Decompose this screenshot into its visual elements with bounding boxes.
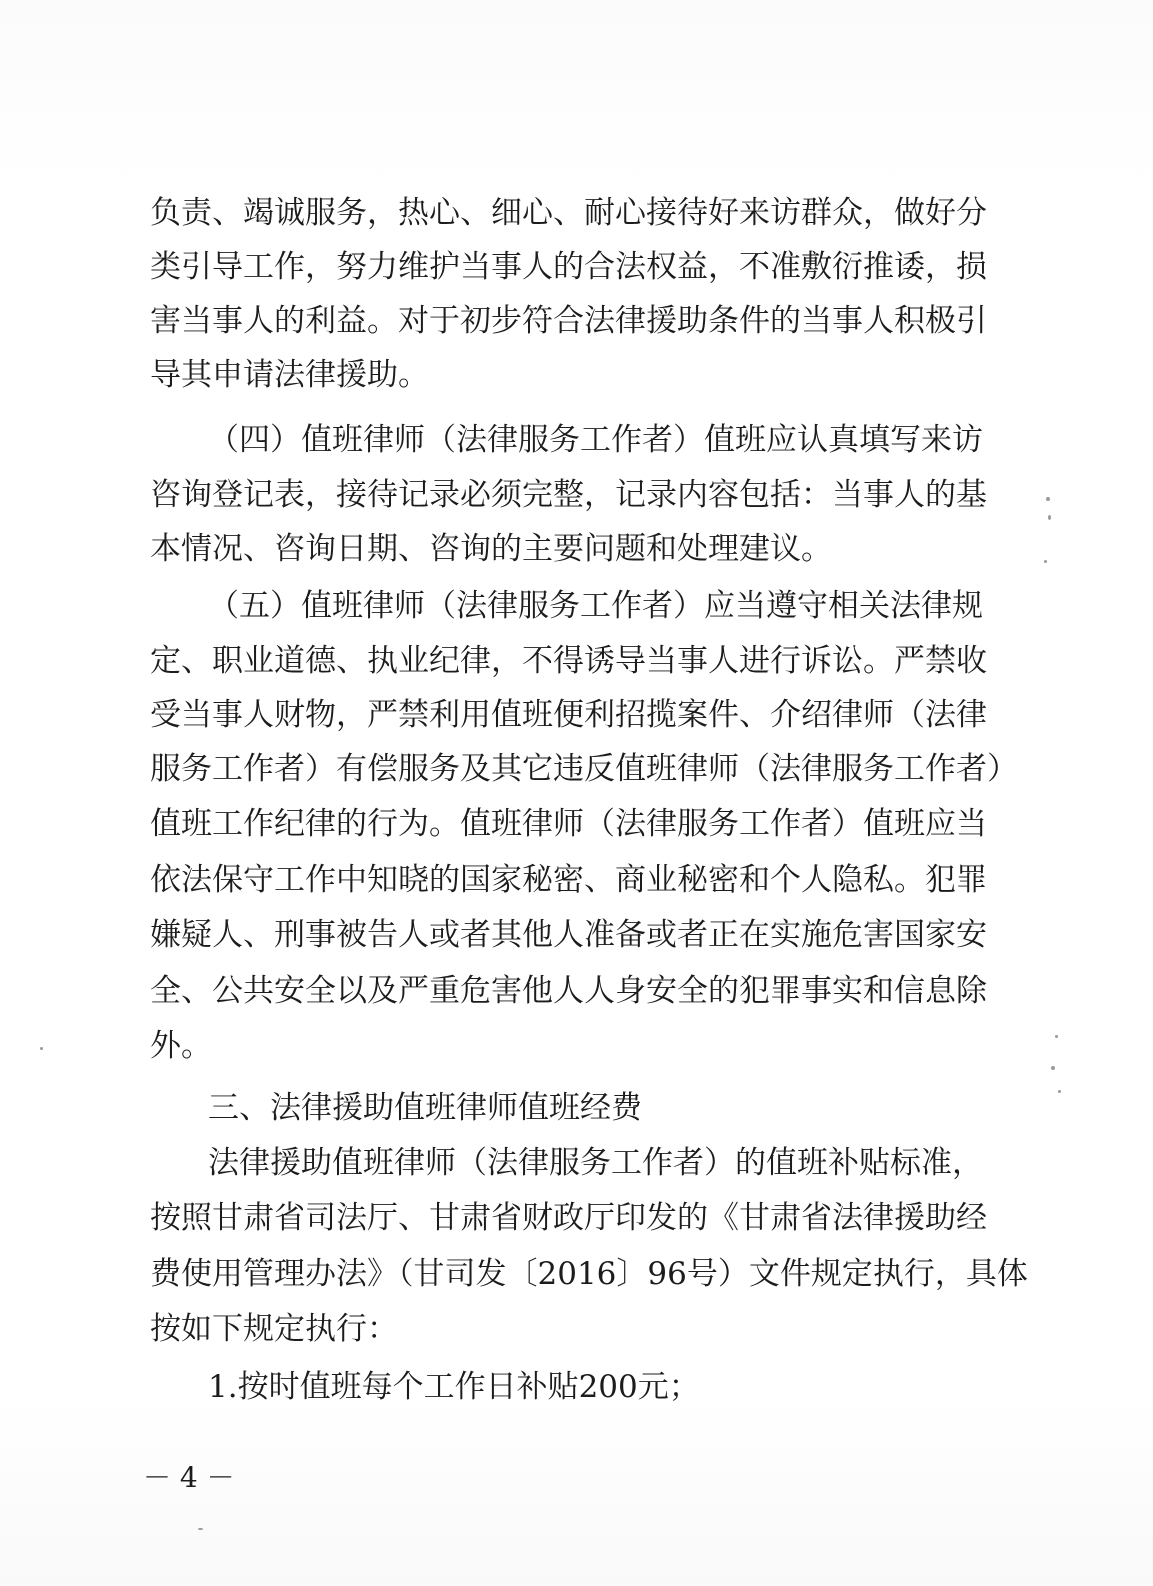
paragraph-line: 全、公共安全以及严重危害他人人身安全的犯罪事实和信息除	[150, 973, 987, 1009]
paragraph-line: 服务工作者）有偿服务及其它违反值班律师（法律服务工作者）	[150, 751, 1018, 787]
scan-speck	[198, 1528, 203, 1530]
paragraph-line: （五）值班律师（法律服务工作者）应当遵守相关法律规	[208, 588, 983, 624]
paragraph-line: 导其申请法律援助。	[150, 357, 429, 393]
list-item: 1.按时值班每个工作日补贴200元；	[208, 1369, 700, 1405]
paragraph-line: 受当事人财物，严禁利用值班便利招揽案件、介绍律师（法律	[150, 697, 987, 733]
paragraph-line: 定、职业道德、执业纪律，不得诱导当事人进行诉讼。严禁收	[150, 643, 987, 679]
paragraph-line: 负责、竭诚服务，热心、细心、耐心接待好来访群众，做好分	[150, 195, 987, 231]
paragraph-line: 类引导工作，努力维护当事人的合法权益，不准敷衍推诿，损	[150, 249, 987, 285]
section-heading: 三、法律援助值班律师值班经费	[208, 1090, 642, 1126]
scan-speck	[1048, 515, 1051, 520]
paragraph-line: 法律援助值班律师（法律服务工作者）的值班补贴标准，	[208, 1145, 983, 1181]
paragraph-line: 害当事人的利益。对于初步符合法律援助条件的当事人积极引	[150, 303, 987, 339]
paragraph-line: 依法保守工作中知晓的国家秘密、商业秘密和个人隐私。犯罪	[150, 862, 987, 898]
paragraph-line: 本情况、咨询日期、咨询的主要问题和处理建议。	[150, 531, 832, 567]
paragraph-line: 咨询登记表，接待记录必须完整，记录内容包括：当事人的基	[150, 477, 987, 513]
scan-speck	[1046, 497, 1050, 501]
scan-speck	[1055, 1035, 1058, 1038]
scan-speck	[1044, 560, 1047, 563]
paragraph-line: 外。	[150, 1028, 212, 1064]
paragraph-line: 按照甘肃省司法厅、甘肃省财政厅印发的《甘肃省法律援助经	[150, 1200, 987, 1236]
paragraph-line: 值班工作纪律的行为。值班律师（法律服务工作者）值班应当	[150, 806, 987, 842]
scan-speck	[1051, 1066, 1055, 1070]
page-number: － 4 －	[143, 1461, 235, 1494]
scan-speck	[40, 1047, 43, 1050]
paragraph-line: 按如下规定执行：	[150, 1311, 398, 1347]
paragraph-line: 费使用管理办法》（甘司发〔2016〕96号）文件规定执行，具体	[150, 1256, 1028, 1292]
paragraph-line: 嫌疑人、刑事被告人或者其他人准备或者正在实施危害国家安	[150, 917, 987, 953]
paragraph-line: （四）值班律师（法律服务工作者）值班应认真填写来访	[208, 422, 983, 458]
scan-speck	[1058, 1090, 1061, 1093]
